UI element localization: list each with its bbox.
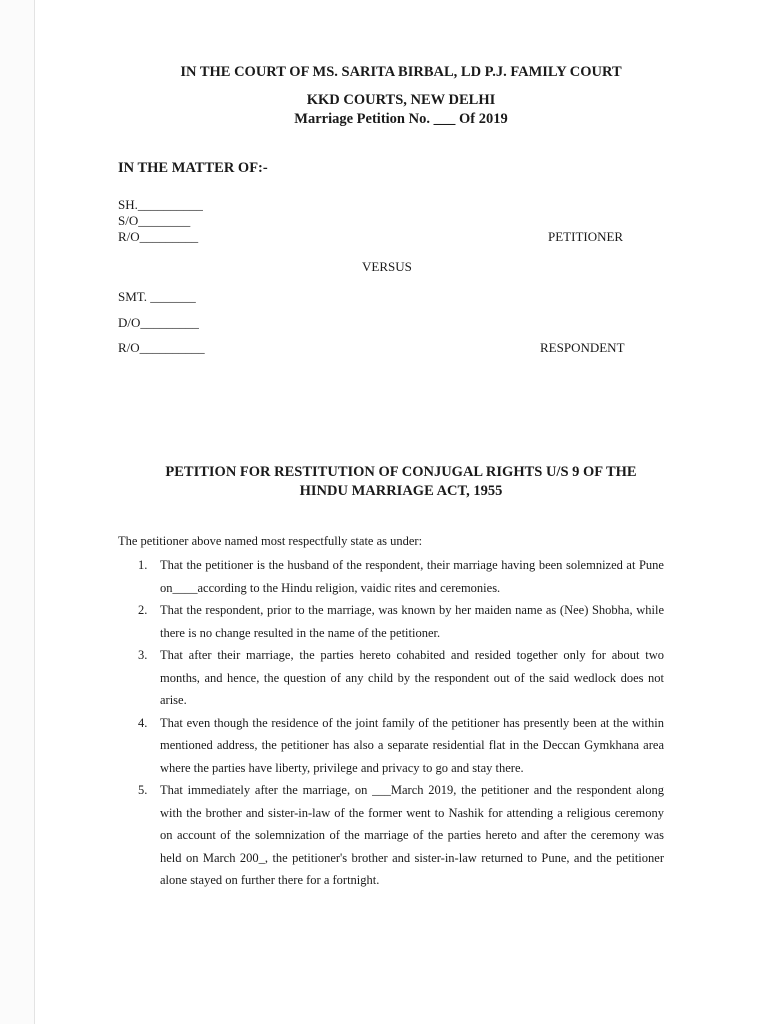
paragraph-text: That immediately after the marriage, on ___March 2019, the petitioner and the respondent along with the brother and sister-in-law of the former went to Nashik for attending a religious ceremony on account of the solemnization of the marriage of the parties hereto and after the ceremony was held on March 200_, the petitioner's brother and sister-in-law returned to Pune, and the petitioner alone stayed on further there for a fortnight.: [160, 783, 664, 887]
intro-statement: The petitioner above named most respectfully state as under:: [118, 534, 423, 548]
petition-number-heading: Marriage Petition No. ___ Of 2019: [294, 111, 508, 127]
respondent-resident-of-field: R/O__________: [118, 340, 205, 355]
petitioner-name-field: SH.__________: [118, 197, 203, 212]
petitioner-resident-of-field: R/O_________: [118, 229, 199, 244]
paragraph: [118, 712, 664, 780]
paragraph-text: That even though the residence of the joint family of the petitioner has presently been at the within mentioned address, the petitioner has also a separate residential flat in the Deccan Gymkhana area where the parties have liberty, privilege and privacy to go and stay there.: [160, 715, 664, 775]
respondent-daughter-of-field: D/O_________: [118, 315, 199, 330]
respondent-name-field: SMT. _______: [118, 289, 196, 304]
paragraph-text: That after their marriage, the parties hereto cohabited and resided together only for about two months, and hence, the question of any child by the respondent out of the said wedlock does not arise.: [160, 648, 664, 707]
versus-label: VERSUS: [362, 259, 412, 274]
petitioner-label: PETITIONER: [548, 229, 624, 244]
paragraph-number: 1.: [138, 558, 148, 572]
paragraph-number: 5.: [138, 783, 148, 797]
paragraph: [118, 554, 664, 599]
paragraph: [118, 779, 664, 892]
petition-title-line-2: HINDU MARRIAGE ACT, 1955: [299, 483, 503, 499]
paragraph-number: 2.: [138, 603, 148, 617]
courts-location-heading: KKD COURTS, NEW DELHI: [306, 92, 496, 108]
petition-title: [34, 463, 768, 501]
petition-paragraphs: [118, 554, 664, 892]
paragraph-number: 3.: [138, 648, 148, 662]
paragraph-text: That the petitioner is the husband of the respondent, their marriage having been solemnized at Pune on____according to the Hindu religion, vaidic rites and ceremonies.: [160, 558, 664, 595]
paragraph: [118, 644, 664, 712]
in-the-matter-heading: IN THE MATTER OF:-: [118, 160, 268, 176]
paragraph-text: That the respondent, prior to the marriage, was known by her maiden name as (Nee) Shobha, while there is no change resulted in the name of the petitioner.: [160, 603, 664, 640]
paragraph-number: 4.: [138, 715, 148, 730]
paragraph: [118, 599, 664, 644]
court-name-heading: IN THE COURT OF MS. SARITA BIRBAL, LD P.J. FAMILY COURT: [180, 64, 622, 80]
petitioner-son-of-field: S/O________: [118, 213, 191, 228]
respondent-label: RESPONDENT: [540, 340, 625, 355]
petition-title-line-1: PETITION FOR RESTITUTION OF CONJUGAL RIGHTS U/S 9 OF THE: [165, 464, 637, 480]
